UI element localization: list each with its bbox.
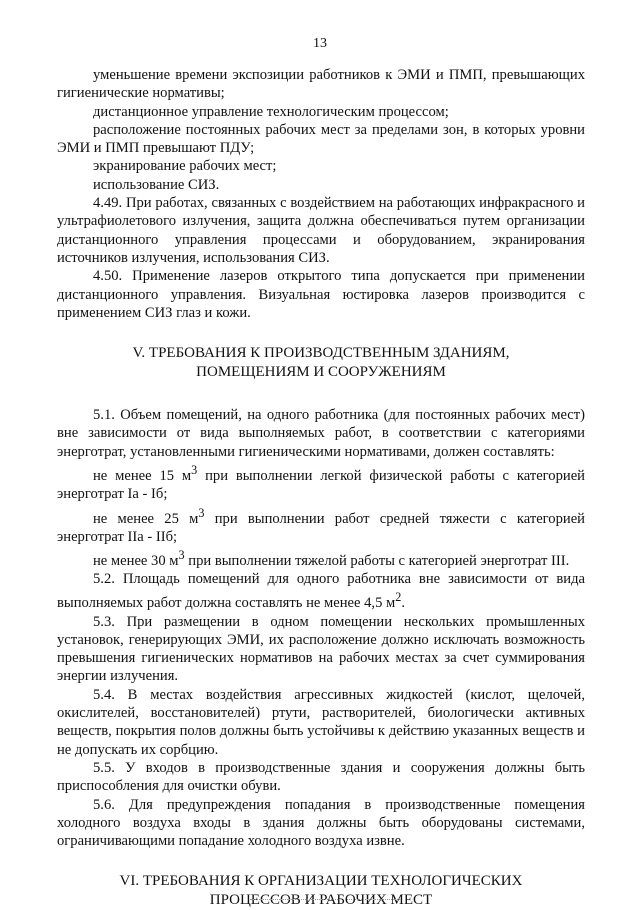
paragraph-remote-control: дистанционное управление технологическим процессом; xyxy=(93,103,449,120)
page-number: 13 xyxy=(313,36,327,51)
paragraph-volume-heavy: не менее 30 $м^3$ при выполнении тяжелой работы с категорией энерготрат III. xyxy=(93,547,570,569)
section-5-title-line2: ПОМЕЩЕНИЯМ И СООРУЖЕНИЯМ xyxy=(196,364,446,381)
paragraph-shielding: экранирование рабочих мест; xyxy=(93,158,277,175)
section-6-heading xyxy=(57,872,585,910)
document-body xyxy=(57,66,585,910)
paragraph-5-5: 5.5. У входов в производственные здания и сооружения должны быть приспособления для очистки обуви. xyxy=(57,759,585,795)
section-5-heading xyxy=(57,344,585,382)
section-6-title-line2: ПРОЦЕССОВ И РАБОЧИХ МЕСТ xyxy=(209,892,433,909)
paragraph-5-1: 5.1. Объем помещений, на одного работника (для постоянных рабочих мест) вне зависимости от вида выполняемых работ, в соответствии с категориями энерготрат, установленными гигиеническими нормативами, должен составлять: xyxy=(57,407,585,460)
section-5-title-line1: V. ТРЕБОВАНИЯ К ПРОИЗВОДСТВЕННЫМ ЗДАНИЯМ, xyxy=(132,345,510,362)
section-6-title-line1: VI. ТРЕБОВАНИЯ К ОРГАНИЗАЦИИ ТЕХНОЛОГИЧЕСКИХ xyxy=(119,873,523,890)
paragraph-5-6: 5.6. Для предупреждения попадания в производственные помещения холодного воздуха входы в здания должны быть оборудованы системами, ограничивающими попадание холодного воздуха извне. xyxy=(57,796,585,850)
bottom-divider xyxy=(250,898,400,900)
paragraph-exposure-reduction: уменьшение времени экспозиции работников к ЭМИ и ПМП, превышающих гигиенические нормативы; xyxy=(57,67,585,102)
paragraph-volume-light: не менее 15 $м^3$ при выполнении легкой физической работы с категорией энерготрат Iа - Iб; xyxy=(57,463,585,503)
paragraph-5-2: 5.2. Площадь помещений для одного работника вне зависимости от вида выполняемых работ должна составлять не менее 4,5 $м^2$. xyxy=(57,571,585,612)
paragraph-workplace-location: расположение постоянных рабочих мест за пределами зон, в которых уровни ЭМИ и ПМП превышают ПДУ; xyxy=(57,121,585,157)
paragraph-4-49: 4.49. При работах, связанных с воздействием на работающих инфракрасного и ультрафиолетового излучения, защита должна обеспечиваться путем организации дистанционного управления процессами и оборудованием, экранирования источников излучения, использования СИЗ. xyxy=(57,195,585,266)
paragraph-5-4: 5.4. В местах воздействия агрессивных жидкостей (кислот, щелочей, окислителей, восстановителей) ртути, растворителей, биологически активных веществ, покрытия полов должны быть устойчивы к действию указанных веществ и не допускать их сорбцию. xyxy=(57,686,585,758)
paragraph-volume-medium: не менее 25 $м^3$ при выполнении работ средней тяжести с категорией энерготрат IIа - IIб; xyxy=(57,505,585,545)
paragraph-5-3: 5.3. При размещении в одном помещении нескольких промышленных установок, генерирующих ЭМИ, их расположение должно исключать возможность превышения гигиенических нормативов на рабочих местах за счет суммирования энергии излучения. xyxy=(57,613,585,685)
paragraph-ppe: использование СИЗ. xyxy=(93,176,220,193)
paragraph-4-50: 4.50. Применение лазеров открытого типа допускается при применении дистанционного управления. Визуальная юстировка лазеров производится с применением СИЗ глаз и кожи. xyxy=(57,268,585,321)
